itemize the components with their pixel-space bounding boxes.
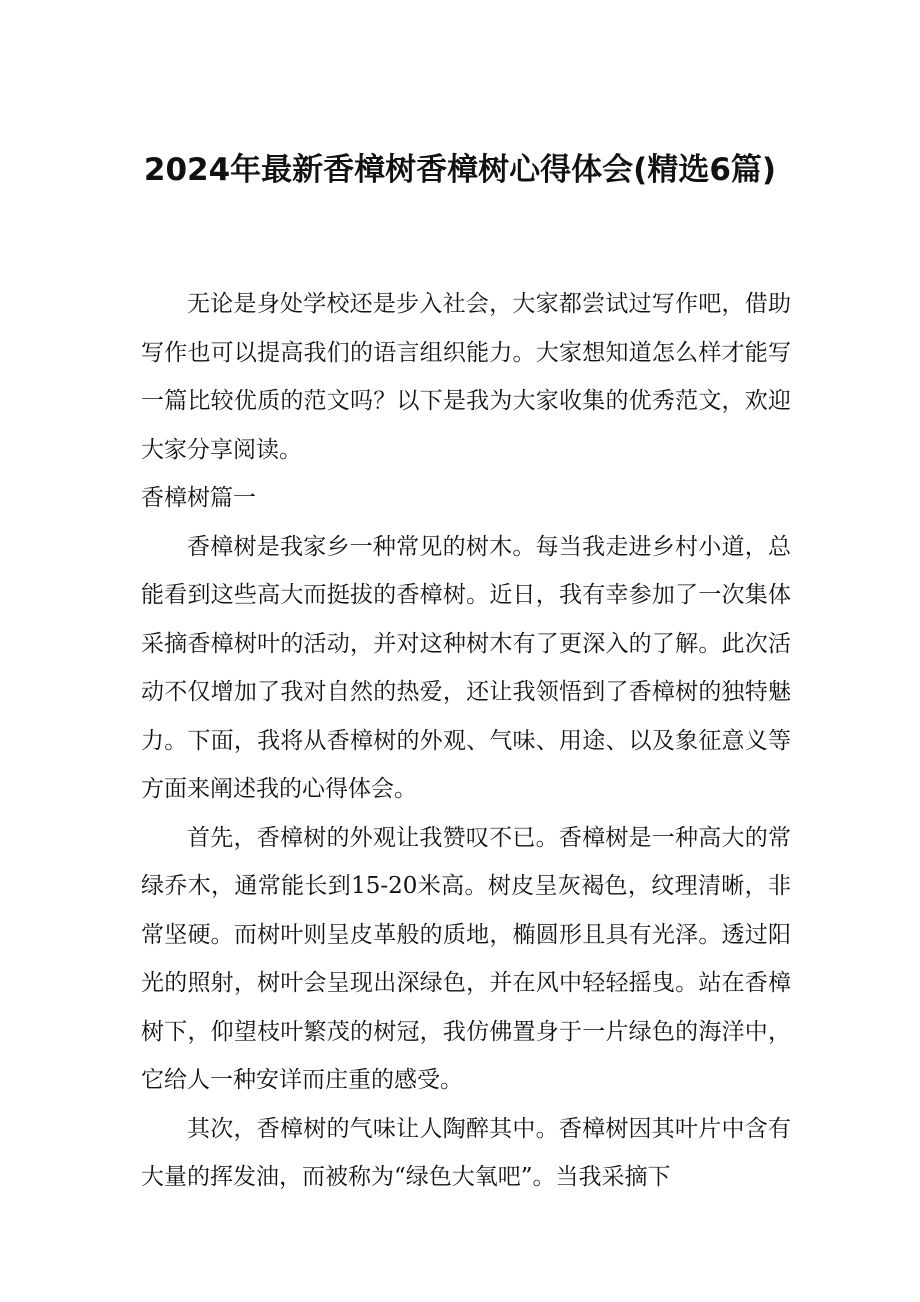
document-body bbox=[141, 280, 791, 1202]
section-heading: 香樟树篇一 bbox=[141, 485, 256, 511]
body-paragraph-2: 首先，香樟树的外观让我赞叹不已。香樟树是一种高大的常绿乔木，通常能长到15-20米高。树皮呈灰褐色，纹理清晰，非常坚硬。而树叶则呈皮革般的质地，椭圆形且具有光泽。透过阳光的照射，树叶会呈现出深绿色，并在风中轻轻摇曳。站在香樟树下，仰望枝叶繁茂的树冠，我仿佛置身于一片绿色的海洋中，它给人一种安详而庄重的感受。 bbox=[141, 824, 791, 1093]
body-paragraph-3: 其次，香樟树的气味让人陶醉其中。香樟树因其叶片中含有大量的挥发油，而被称为“绿色大氧吧”。当我采摘下 bbox=[141, 1115, 791, 1190]
body-paragraph-1: 香樟树是我家乡一种常见的树木。每当我走进乡村小道，总能看到这些高大而挺拔的香樟树。近日，我有幸参加了一次集体采摘香樟树叶的活动，并对这种树木有了更深入的了解。此次活动不仅增加了我对自然的热爱，还让我领悟到了香樟树的独特魅力。下面，我将从香樟树的外观、气味、用途、以及象征意义等方面来阐述我的心得体会。 bbox=[141, 533, 791, 802]
intro-paragraph: 无论是身处学校还是步入社会，大家都尝试过写作吧，借助写作也可以提高我们的语言组织能力。大家想知道怎么样才能写一篇比较优质的范文吗？以下是我为大家收集的优秀范文，欢迎大家分享阅读。 bbox=[141, 291, 791, 463]
document-title: 2024年最新香樟树香樟树心得体会(精选6篇) bbox=[143, 152, 777, 188]
